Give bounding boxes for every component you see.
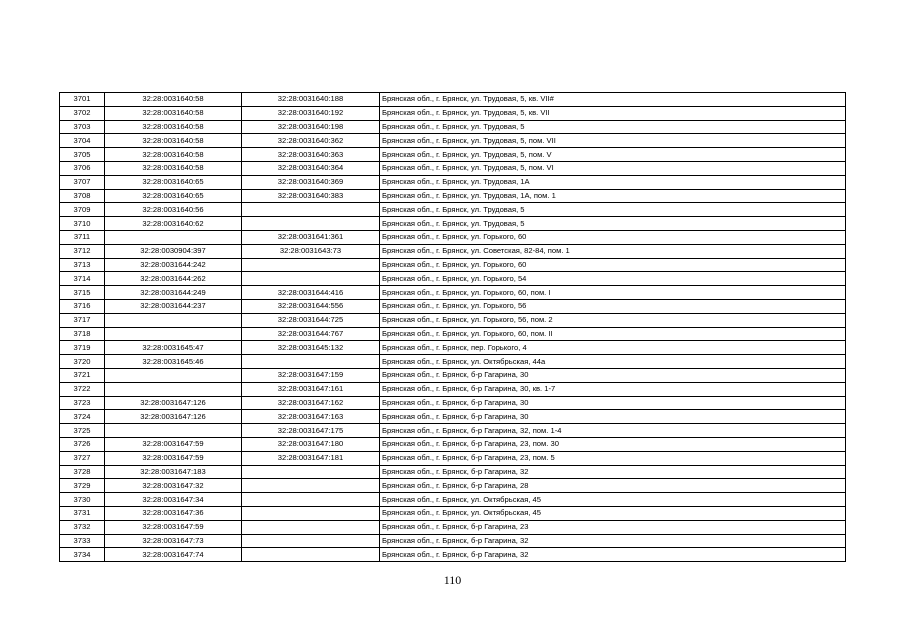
land-cadastral-number-cell: 32:28:0031647:36 [105,506,242,520]
object-cadastral-number-cell: 32:28:0031640:188 [242,93,380,107]
table-row [60,244,846,258]
address-cell: Брянская обл., г. Брянск, ул. Трудовая, 5 [380,120,846,134]
land-cadastral-number-cell: 32:28:0031647:59 [105,437,242,451]
address-cell: Брянская обл., г. Брянск, ул. Трудовая, 5, пом. V [380,148,846,162]
row-number-cell: 3722 [60,382,105,396]
land-cadastral-number-cell: 32:28:0031647:126 [105,410,242,424]
land-cadastral-number-cell: 32:28:0031647:74 [105,548,242,562]
object-cadastral-number-cell [242,217,380,231]
object-cadastral-number-cell: 32:28:0031640:192 [242,106,380,120]
row-number-cell: 3710 [60,217,105,231]
address-cell: Брянская обл., г. Брянск, б-р Гагарина, 23 [380,520,846,534]
row-number-cell: 3714 [60,272,105,286]
land-cadastral-number-cell: 32:28:0031640:62 [105,217,242,231]
object-cadastral-number-cell [242,479,380,493]
table-row [60,203,846,217]
address-cell: Брянская обл., г. Брянск, ул. Октябрьская, 45 [380,493,846,507]
table-row [60,93,846,107]
object-cadastral-number-cell [242,272,380,286]
land-cadastral-number-cell: 32:28:0031640:65 [105,189,242,203]
row-number-cell: 3708 [60,189,105,203]
land-cadastral-number-cell: 32:28:0031640:58 [105,161,242,175]
address-cell: Брянская обл., г. Брянск, б-р Гагарина, 23, пом. 30 [380,437,846,451]
object-cadastral-number-cell: 32:28:0031644:416 [242,286,380,300]
row-number-cell: 3705 [60,148,105,162]
land-cadastral-number-cell: 32:28:0031640:58 [105,134,242,148]
address-cell: Брянская обл., г. Брянск, ул. Трудовая, 5 [380,203,846,217]
address-cell: Брянская обл., г. Брянск, ул. Горького, 60 [380,230,846,244]
land-cadastral-number-cell: 32:28:0031644:249 [105,286,242,300]
table-row [60,148,846,162]
land-cadastral-number-cell: 32:28:0031640:58 [105,120,242,134]
table-row [60,506,846,520]
object-cadastral-number-cell: 32:28:0031645:132 [242,341,380,355]
table-row [60,258,846,272]
land-cadastral-number-cell: 32:28:0031647:34 [105,493,242,507]
object-cadastral-number-cell: 32:28:0031647:180 [242,437,380,451]
address-cell: Брянская обл., г. Брянск, б-р Гагарина, 32 [380,465,846,479]
land-cadastral-number-cell [105,230,242,244]
address-cell: Брянская обл., г. Брянск, ул. Октябрьская, 45 [380,506,846,520]
address-cell: Брянская обл., г. Брянск, ул. Горького, 54 [380,272,846,286]
object-cadastral-number-cell: 32:28:0031640:369 [242,175,380,189]
table-row [60,299,846,313]
address-cell: Брянская обл., г. Брянск, ул. Трудовая, 1А [380,175,846,189]
address-cell: Брянская обл., г. Брянск, б-р Гагарина, 28 [380,479,846,493]
land-cadastral-number-cell: 32:28:0031645:47 [105,341,242,355]
row-number-cell: 3727 [60,451,105,465]
land-cadastral-number-cell: 32:28:0031647:59 [105,520,242,534]
object-cadastral-number-cell: 32:28:0031647:181 [242,451,380,465]
land-cadastral-number-cell: 32:28:0031644:237 [105,299,242,313]
table-row [60,230,846,244]
object-cadastral-number-cell: 32:28:0031640:198 [242,120,380,134]
row-number-cell: 3713 [60,258,105,272]
registry-table-body [60,93,846,562]
table-row [60,534,846,548]
table-row [60,548,846,562]
address-cell: Брянская обл., г. Брянск, ул. Октябрьская, 44а [380,355,846,369]
object-cadastral-number-cell: 32:28:0031641:361 [242,230,380,244]
address-cell: Брянская обл., г. Брянск, ул. Горького, 60 [380,258,846,272]
land-cadastral-number-cell: 32:28:0031647:183 [105,465,242,479]
row-number-cell: 3719 [60,341,105,355]
row-number-cell: 3704 [60,134,105,148]
land-cadastral-number-cell [105,424,242,438]
object-cadastral-number-cell: 32:28:0031640:362 [242,134,380,148]
address-cell: Брянская обл., г. Брянск, ул. Советская, 82-84, пом. 1 [380,244,846,258]
table-row [60,217,846,231]
address-cell: Брянская обл., г. Брянск, ул. Трудовая, 5, кв. VII# [380,93,846,107]
address-cell: Брянская обл., г. Брянск, б-р Гагарина, 30 [380,368,846,382]
address-cell: Брянская обл., г. Брянск, б-р Гагарина, 30, кв. 1-7 [380,382,846,396]
address-cell: Брянская обл., г. Брянск, б-р Гагарина, 23, пом. 5 [380,451,846,465]
page-number: 110 [443,573,462,587]
row-number-cell: 3702 [60,106,105,120]
table-row [60,355,846,369]
object-cadastral-number-cell: 32:28:0031647:162 [242,396,380,410]
land-cadastral-number-cell: 32:28:0031640:56 [105,203,242,217]
table-row [60,161,846,175]
table-row [60,382,846,396]
table-row [60,493,846,507]
row-number-cell: 3715 [60,286,105,300]
table-row [60,286,846,300]
table-row [60,272,846,286]
object-cadastral-number-cell [242,493,380,507]
row-number-cell: 3716 [60,299,105,313]
object-cadastral-number-cell [242,203,380,217]
table-row [60,189,846,203]
table-row [60,410,846,424]
table-row [60,313,846,327]
row-number-cell: 3733 [60,534,105,548]
land-cadastral-number-cell: 32:28:0031640:58 [105,106,242,120]
object-cadastral-number-cell: 32:28:0031644:767 [242,327,380,341]
row-number-cell: 3729 [60,479,105,493]
table-row [60,341,846,355]
row-number-cell: 3728 [60,465,105,479]
land-cadastral-number-cell: 32:28:0031647:73 [105,534,242,548]
object-cadastral-number-cell: 32:28:0031644:725 [242,313,380,327]
row-number-cell: 3730 [60,493,105,507]
address-cell: Брянская обл., г. Брянск, ул. Трудовая, 5, кв. VII [380,106,846,120]
row-number-cell: 3717 [60,313,105,327]
address-cell: Брянская обл., г. Брянск, ул. Трудовая, 5, пом. VII [380,134,846,148]
land-cadastral-number-cell: 32:28:0030904:397 [105,244,242,258]
land-cadastral-number-cell: 32:28:0031647:126 [105,396,242,410]
row-number-cell: 3709 [60,203,105,217]
address-cell: Брянская обл., г. Брянск, б-р Гагарина, 30 [380,396,846,410]
row-number-cell: 3721 [60,368,105,382]
address-cell: Брянская обл., г. Брянск, ул. Трудовая, 5, пом. VI [380,161,846,175]
land-cadastral-number-cell: 32:28:0031647:59 [105,451,242,465]
row-number-cell: 3723 [60,396,105,410]
object-cadastral-number-cell: 32:28:0031647:163 [242,410,380,424]
table-row [60,120,846,134]
row-number-cell: 3718 [60,327,105,341]
land-cadastral-number-cell: 32:28:0031640:58 [105,148,242,162]
address-cell: Брянская обл., г. Брянск, ул. Трудовая, 5 [380,217,846,231]
object-cadastral-number-cell: 32:28:0031644:556 [242,299,380,313]
object-cadastral-number-cell: 32:28:0031640:363 [242,148,380,162]
object-cadastral-number-cell [242,534,380,548]
land-cadastral-number-cell [105,327,242,341]
object-cadastral-number-cell [242,520,380,534]
address-cell: Брянская обл., г. Брянск, б-р Гагарина, 30 [380,410,846,424]
object-cadastral-number-cell [242,465,380,479]
address-cell: Брянская обл., г. Брянск, б-р Гагарина, 32 [380,534,846,548]
table-row [60,368,846,382]
row-number-cell: 3703 [60,120,105,134]
table-row [60,451,846,465]
land-cadastral-number-cell: 32:28:0031647:32 [105,479,242,493]
address-cell: Брянская обл., г. Брянск, ул. Горького, 60, пом. I [380,286,846,300]
object-cadastral-number-cell: 32:28:0031640:364 [242,161,380,175]
address-cell: Брянская обл., г. Брянск, ул. Горького, 56, пом. 2 [380,313,846,327]
address-cell: Брянская обл., г. Брянск, ул. Горького, 60, пом. II [380,327,846,341]
row-number-cell: 3731 [60,506,105,520]
table-row [60,134,846,148]
row-number-cell: 3732 [60,520,105,534]
table-row [60,520,846,534]
land-cadastral-number-cell: 32:28:0031644:262 [105,272,242,286]
land-cadastral-number-cell [105,382,242,396]
row-number-cell: 3734 [60,548,105,562]
object-cadastral-number-cell [242,258,380,272]
row-number-cell: 3725 [60,424,105,438]
row-number-cell: 3707 [60,175,105,189]
table-row [60,327,846,341]
address-cell: Брянская обл., г. Брянск, ул. Трудовая, 1А, пом. 1 [380,189,846,203]
object-cadastral-number-cell: 32:28:0031643:73 [242,244,380,258]
object-cadastral-number-cell [242,548,380,562]
row-number-cell: 3724 [60,410,105,424]
address-cell: Брянская обл., г. Брянск, б-р Гагарина, 32 [380,548,846,562]
row-number-cell: 3706 [60,161,105,175]
address-cell: Брянская обл., г. Брянск, б-р Гагарина, 32, пом. 1-4 [380,424,846,438]
land-cadastral-number-cell: 32:28:0031644:242 [105,258,242,272]
cadastral-registry-table [59,92,846,562]
row-number-cell: 3720 [60,355,105,369]
table-row [60,106,846,120]
object-cadastral-number-cell: 32:28:0031647:159 [242,368,380,382]
table-row [60,175,846,189]
table-row [60,396,846,410]
row-number-cell: 3712 [60,244,105,258]
table-row [60,424,846,438]
object-cadastral-number-cell: 32:28:0031647:161 [242,382,380,396]
land-cadastral-number-cell: 32:28:0031640:65 [105,175,242,189]
row-number-cell: 3711 [60,230,105,244]
land-cadastral-number-cell: 32:28:0031645:46 [105,355,242,369]
row-number-cell: 3701 [60,93,105,107]
table-row [60,437,846,451]
land-cadastral-number-cell [105,368,242,382]
object-cadastral-number-cell: 32:28:0031647:175 [242,424,380,438]
table-row [60,479,846,493]
object-cadastral-number-cell [242,506,380,520]
address-cell: Брянская обл., г. Брянск, пер. Горького, 4 [380,341,846,355]
object-cadastral-number-cell: 32:28:0031640:383 [242,189,380,203]
land-cadastral-number-cell: 32:28:0031640:58 [105,93,242,107]
object-cadastral-number-cell [242,355,380,369]
row-number-cell: 3726 [60,437,105,451]
table-row [60,465,846,479]
land-cadastral-number-cell [105,313,242,327]
address-cell: Брянская обл., г. Брянск, ул. Горького, 56 [380,299,846,313]
